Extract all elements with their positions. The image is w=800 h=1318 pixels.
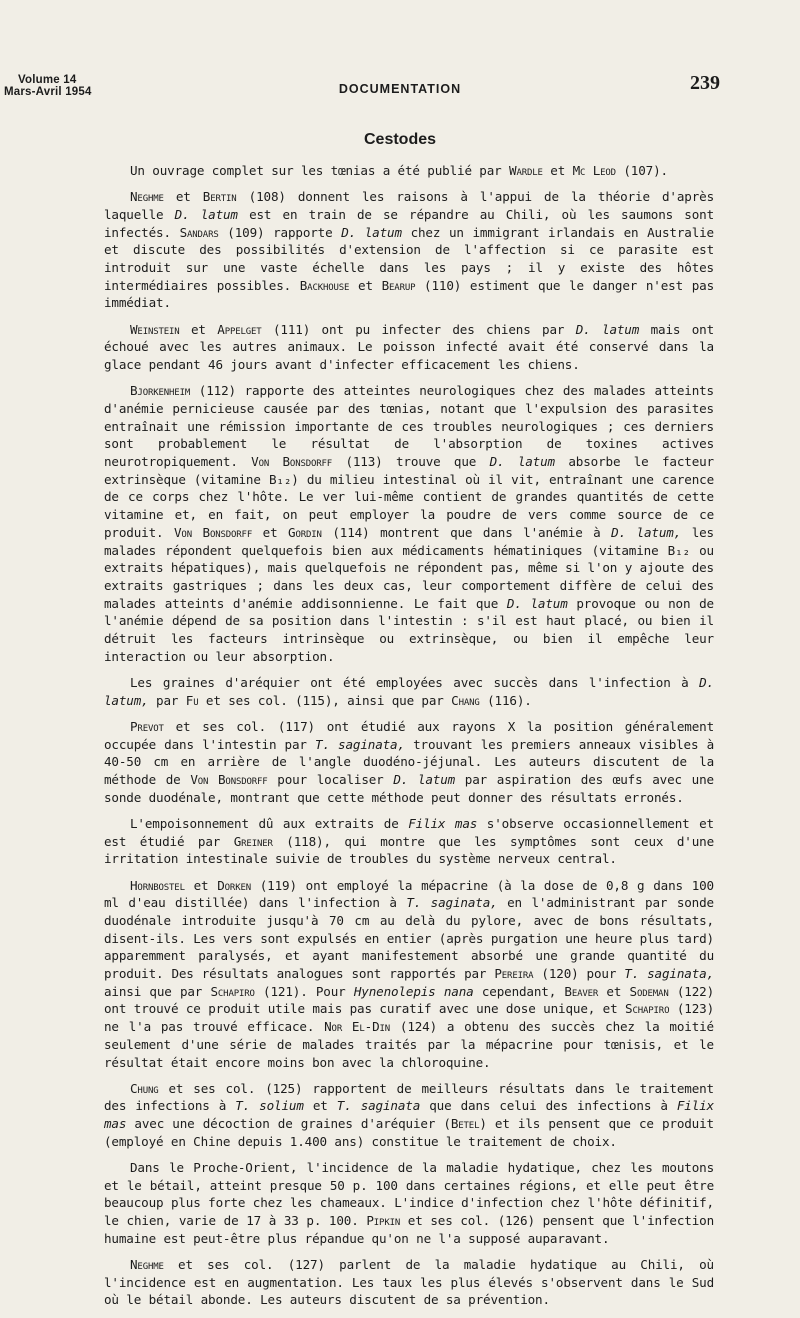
author-name: Von Bonsdorff (174, 524, 253, 540)
paragraph-text: et ses col. (117) ont étudié aux rayons X la position généralement occupée dans l'intestin par (104, 718, 714, 752)
author-name: Pipkin (366, 1213, 401, 1229)
paragraph-text: (108) donnent les raisons à l'appui de la théorie d'après laquelle (104, 189, 715, 222)
paragraph (104, 162, 714, 180)
author-name: Nor El-Din (324, 1019, 391, 1035)
species-name: D. latum, (104, 674, 714, 708)
paragraph-text: trouvant les premiers anneaux visibles à 40-50 cm en arrière de l'angle duodéno-jéjunal. Les auteurs discutent de la méthode de (104, 736, 715, 787)
species-name: Filix mas (408, 815, 478, 831)
author-name: Pereira (494, 966, 534, 982)
species-name: D. latum (575, 321, 640, 337)
paragraph (104, 815, 714, 868)
paragraph-text: ) et ils pensent que ce produit (employé en Chine depuis 1.400 ans) constitue le traitement de choix. (104, 1116, 714, 1149)
section-header: DOCUMENTATION (338, 82, 462, 96)
species-name: D. latum (489, 454, 555, 470)
author-name: Greiner (233, 833, 273, 849)
page-number: 239 (690, 72, 720, 94)
paragraph (104, 321, 714, 374)
author-name: Von Bonsdorff (251, 454, 333, 470)
paragraph-text: pour localiser (267, 772, 394, 787)
species-name: D. latum, (611, 524, 682, 540)
paragraph-text: et (252, 524, 289, 540)
author-name: Appelget (217, 321, 262, 337)
author-name: Beaver (564, 983, 599, 999)
author-name: Chang (451, 692, 480, 708)
paragraph-text: les malades répondent quelquefois bien aux médicaments hématiniques (vitamine B₁₂ ou extraits hépatiques), mais quelquefois ne répondent pas, même si l'on y ajoute des extraits gastriques ; dans les deux cas, leur comportement diffère de celui des malades atteints d'anémie addisonnienne. Le fait que (104, 524, 714, 611)
author-name: Sodeman (629, 983, 669, 999)
paragraph-text: mais ont échoué avec les autres animaux. Le poisson infecté avait été conservé dans la glace pendant 46 jours avant d'infecter efficacement les chiens. (104, 321, 715, 373)
paragraph-text: ainsi que par (104, 983, 211, 999)
paragraph (104, 1159, 714, 1248)
species-name: T. saginata, (406, 895, 498, 911)
author-name: Neghme (130, 189, 164, 205)
author-name: Bertin (202, 189, 237, 205)
species-name: D. latum (393, 772, 456, 787)
author-name: Schapiro (210, 983, 255, 999)
species-name: T. saginata, (315, 736, 405, 752)
paragraph-text: est en train de se répandre au Chili, où les saumons sont infectés. (104, 206, 715, 240)
author-name: Schapiro (625, 1001, 670, 1017)
paragraph-text: et ses col. (127) parlent de la maladie hydatique au Chili, où l'incidence est en augmentation. Les taux les plus élevés s'observent dans le Sud où le bétail abonde. Les auteurs discutent de sa prévention. (104, 1257, 714, 1308)
paragraph-text: provoque ou non de l'anémie dépend de sa position dans l'intestin : s'il est haut placé, ou bien il détruit les facteurs intrinsèque ou extrinsèque, ou bien il empêche leur interaction ou leur absorption. (104, 595, 714, 664)
species-name: D. latum (506, 595, 568, 611)
species-name: D. latum (341, 224, 402, 240)
article-body (104, 162, 714, 1318)
paragraph-text: avec une décoction de graines d'aréquier ( (126, 1116, 451, 1132)
paragraph-text: et (542, 163, 573, 178)
paragraph-text: (116). (479, 692, 532, 708)
paragraph (104, 877, 714, 1072)
paragraph-text: et (184, 877, 218, 893)
paragraph-text: (121). Pour (254, 983, 354, 999)
author-name: Weinstein (130, 321, 180, 337)
author-name: Dorken (217, 877, 251, 893)
paragraph-text: (111) ont pu infecter des chiens par (261, 321, 576, 337)
paragraph (104, 1080, 714, 1151)
paragraph-text: (119) ont employé la mépacrine (à la dose de 0,8 g dans 100 ml d'eau distillée) dans l'infection à (104, 877, 714, 911)
paragraph (104, 188, 714, 312)
paragraph (104, 718, 714, 807)
paragraph-text: L'empoisonnement dû aux extraits de (130, 815, 409, 831)
author-name: Mc Leod (572, 163, 616, 178)
paragraph-text: Dans le Proche-Orient, l'incidence de la maladie hydatique, chez les moutons et le bétail, atteint presque 50 p. 100 dans certaines régions, et elle peut être beaucoup plus forte chez les chameaux. L'indice d'infection chez l'hôte définitif, le chien, varie de 17 à 33 p. 100. (104, 1160, 714, 1229)
paragraph-text: et ses col. (126) pensent que l'infection humaine est peut-être plus répandue qu'on ne l'a supposé auparavant. (104, 1213, 714, 1246)
paragraph-text: par aspiration des œufs avec une sonde duodénale, montrant que cette méthode peut donner des résultats erronés. (104, 772, 714, 805)
paragraph-text: (110) estiment que le danger n'est pas immédiat. (104, 277, 715, 311)
paragraph-text: et ses col. (125) rapportent de meilleurs résultats dans le traitement des infections à (104, 1080, 714, 1114)
author-name: Von Bonsdorff (190, 772, 268, 787)
author-name: Chung (130, 1080, 159, 1096)
author-name: Bearup (381, 277, 416, 293)
species-name: Hynenolepis nana (353, 983, 474, 999)
species-name: T. solium (235, 1098, 304, 1114)
author-name: Neghme (130, 1257, 164, 1273)
paragraph-text: (122) ont trouvé ce produit utile mais pas curatif avec une dose unique, et (104, 983, 714, 1017)
paragraph-text: et (598, 983, 630, 999)
paragraph-text: et (179, 321, 218, 337)
author-name: Sandars (179, 224, 219, 240)
paragraph (104, 674, 714, 709)
paragraph-text: (118), qui montre que les symptômes sont ceux d'une irritation intestinale suivie de troubles du système nerveux central. (104, 833, 714, 867)
paragraph-text: (124) a obtenu des succès chez la moitié seulement d'une série de malades traités par la mépacrine pour tœnisis, et le résultat était encore moins bon avec la chloroquine. (104, 1019, 714, 1070)
paragraph-text: en l'administrant par sonde duodénale introduite jusqu'à 70 cm au delà du pylore, avec de bons résultats, disent-ils. Les vers sont expulsés en entier (après purgation une heure plus tard) apparemment paralysés, et ayant manifestement absorbé une grande quantité du produit. Des résultats analogues sont rapportés par (104, 895, 714, 982)
species-name: Filix mas (104, 1098, 714, 1132)
issue-date-label: Mars-Avril 1954 (4, 86, 92, 98)
paragraph (104, 1256, 714, 1309)
author-name: Betel (450, 1116, 480, 1132)
paragraph-text: Un ouvrage complet sur les tœnias a été publié par (130, 163, 510, 178)
author-name: Backhouse (299, 277, 350, 293)
paragraph-text: s'observe occasionnellement et est étudié par (104, 815, 714, 849)
volume-label: Volume 14 (18, 74, 77, 86)
paragraph-text: (113) trouve que (332, 454, 490, 470)
paragraph-text: et ses col. (115), ainsi que par (198, 692, 452, 708)
paragraph-text: (107). (615, 163, 668, 178)
paragraph-text: (120) pour (533, 966, 625, 982)
paragraph-text: Les graines d'aréquier ont été employées avec succès dans l'infection à (130, 674, 700, 690)
author-name: Wardle (509, 163, 543, 178)
paragraph-text: absorbe le facteur extrinsèque (vitamine B₁₂) du milieu intestinal où il vit, entraînant une carence de ce corps chez l'hôte. Le ver lui-même contient de grandes quantités de cette vitamine et, en fait, on peut employer la poudre de vers comme source de ce produit. (104, 454, 714, 540)
author-name: Gordin (288, 524, 322, 540)
paragraph-text: (123) ne l'a pas trouvé efficace. (104, 1001, 714, 1035)
paragraph-text: (114) montrent que dans l'anémie à (321, 524, 612, 540)
paragraph-text: chez un immigrant irlandais en Australie et discute des possibilités d'extension de l'affection si ce parasite est introduit sur une vaste échelle dans les pays ; il y existe des hôtes intermédiaires possibles. (104, 224, 714, 293)
paragraph-text: cependant, (473, 983, 565, 999)
paragraph-text: et (303, 1098, 337, 1114)
paragraph-text: par (148, 692, 186, 708)
paragraph-text: et (349, 277, 382, 293)
author-name: Hornbostel (130, 877, 185, 893)
author-name: Prevot (130, 718, 164, 734)
paragraph-text: que dans celui des infections à (420, 1098, 677, 1114)
species-name: T. saginata (336, 1098, 421, 1114)
paragraph-text: et (163, 189, 203, 205)
paragraph (104, 382, 714, 665)
paragraph-text: (109) rapporte (218, 224, 342, 240)
author-name: Fu (185, 692, 199, 708)
author-name: Bjorkenheim (130, 383, 191, 399)
species-name: D. latum (174, 206, 238, 222)
article-title: Cestodes (363, 131, 437, 148)
species-name: T. saginata, (624, 966, 715, 982)
paragraph-text: (112) rapporte des atteintes neurologiques chez des malades atteints d'anémie pernicieuse causée par des tœnias, notant que l'expulsion des parasites entraînait une rémission importante de ces troubles neurologiques ; ces derniers sont probablement le résultat de l'absorption de toxines actives neurotropiquement. (104, 383, 714, 470)
